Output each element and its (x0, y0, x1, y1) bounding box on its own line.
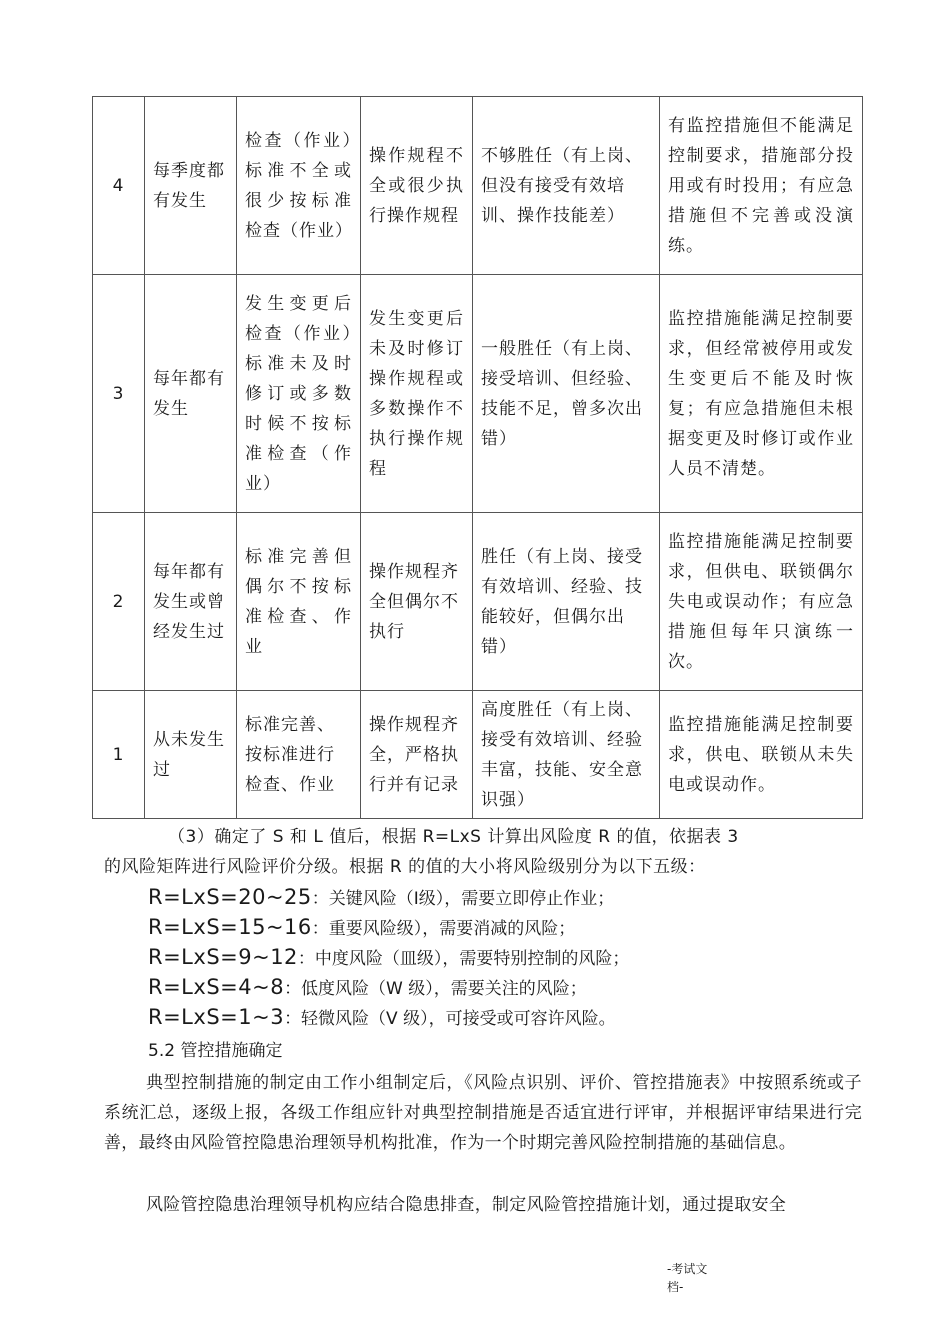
footer-line-2: 档- (667, 1280, 684, 1294)
risk-level-desc: ：中度风险（皿级），需要特别控制的风险； (297, 949, 630, 969)
inspection-cell: 标准完善、按标准进行检查、作业 (237, 691, 361, 819)
procedure-cell: 操作规程齐全，严格执行并有记录 (361, 691, 473, 819)
intro-line-1: （3）确定了 S 和 L 值后，根据 R=LxS 计算出风险度 R 的值，依据表 3 (168, 827, 739, 847)
frequency-cell: 每年都有发生或曾经发生过 (145, 513, 237, 691)
table-row (93, 513, 863, 691)
risk-criteria-table (92, 96, 863, 819)
risk-level-line (148, 972, 848, 1004)
table-row (93, 275, 863, 513)
footer-line-1: -考试文 (667, 1262, 708, 1276)
section-heading: 5.2 管控措施确定 (148, 1041, 283, 1061)
control-cell: 监控措施能满足控制要求，但供电、联锁偶尔失电或误动作；有应急措施但每年只演练一次。 (660, 513, 863, 691)
risk-level-desc: ：关键风险（Ⅰ级），需要立即停止作业； (311, 889, 615, 909)
risk-level-desc: ：低度风险（W 级），需要关注的风险； (284, 979, 587, 999)
intro-paragraph (104, 822, 862, 882)
section-paragraph: 风险管控隐患治理领导机构应结合隐患排查，制定风险管控措施计划，通过提取安全 (146, 1195, 787, 1215)
competence-cell: 不够胜任（有上岗、但没有接受有效培训、操作技能差） (473, 97, 660, 275)
procedure-cell: 操作规程不全或很少执行操作规程 (361, 97, 473, 275)
inspection-cell: 标准完善但偶尔不按标准检查、作业 (237, 513, 361, 691)
level-cell: 2 (93, 513, 145, 691)
intro-line-2: 的风险矩阵进行风险评价分级。根据 R 的值的大小将风险级别分为以下五级： (104, 857, 706, 877)
control-cell: 监控措施能满足控制要求，但经常被停用或发生变更后不能及时恢复；有应急措施但未根据变更及时修订或作业人员不清楚。 (660, 275, 863, 513)
control-cell: 监控措施能满足控制要求，供电、联锁从未失电或误动作。 (660, 691, 863, 819)
risk-level-formula: R=LxS=4~8 (148, 975, 285, 999)
procedure-cell: 操作规程齐全但偶尔不执行 (361, 513, 473, 691)
competence-cell: 胜任（有上岗、接受有效培训、经验、技能较好，但偶尔出错） (473, 513, 660, 691)
risk-level-formula: R=LxS=20~25 (148, 885, 312, 909)
level-cell: 1 (93, 691, 145, 819)
risk-level-formula: R=LxS=1~3 (148, 1005, 285, 1029)
level-cell: 3 (93, 275, 145, 513)
risk-level-line (148, 942, 848, 974)
risk-level-line (148, 912, 848, 944)
table-row (93, 691, 863, 819)
page-footer (667, 1260, 727, 1296)
frequency-cell: 从未发生过 (145, 691, 237, 819)
frequency-cell: 每年都有发生 (145, 275, 237, 513)
procedure-cell: 发生变更后未及时修订操作规程或多数操作不执行操作规程 (361, 275, 473, 513)
risk-level-desc: ：重要风险级），需要消减的风险； (311, 919, 576, 939)
risk-level-formula: R=LxS=15~16 (148, 915, 312, 939)
frequency-cell: 每季度都有发生 (145, 97, 237, 275)
competence-cell: 一般胜任（有上岗、接受培训、但经验、技能不足，曾多次出错） (473, 275, 660, 513)
inspection-cell: 发生变更后检查（作业）标准未及时修订或多数时候不按标准检查（作业） (237, 275, 361, 513)
section-paragraph: 典型控制措施的制定由工作小组制定后，《风险点识别、评价、管控措施表》中按照系统或子系统汇总，逐级上报，各级工作组应针对典型控制措施是否适宜进行评审，并根据评审结果进行完善，最终由风险管控隐患治理领导机构批准，作为一个时期完善风险控制措施的基础信息。 (104, 1073, 862, 1153)
level-cell: 4 (93, 97, 145, 275)
risk-level-desc: ：轻微风险（V 级），可接受或可容许风险。 (284, 1009, 616, 1029)
competence-cell: 高度胜任（有上岗、接受有效培训、经验丰富，技能、安全意识强） (473, 691, 660, 819)
control-cell: 有监控措施但不能满足控制要求，措施部分投用或有时投用；有应急措施但不完善或没演练。 (660, 97, 863, 275)
risk-level-line (148, 1002, 848, 1034)
inspection-cell: 检查（作业）标准不全或很少按标准检查（作业） (237, 97, 361, 275)
risk-level-formula: R=LxS=9~12 (148, 945, 298, 969)
table-row (93, 97, 863, 275)
risk-level-line (148, 882, 848, 914)
